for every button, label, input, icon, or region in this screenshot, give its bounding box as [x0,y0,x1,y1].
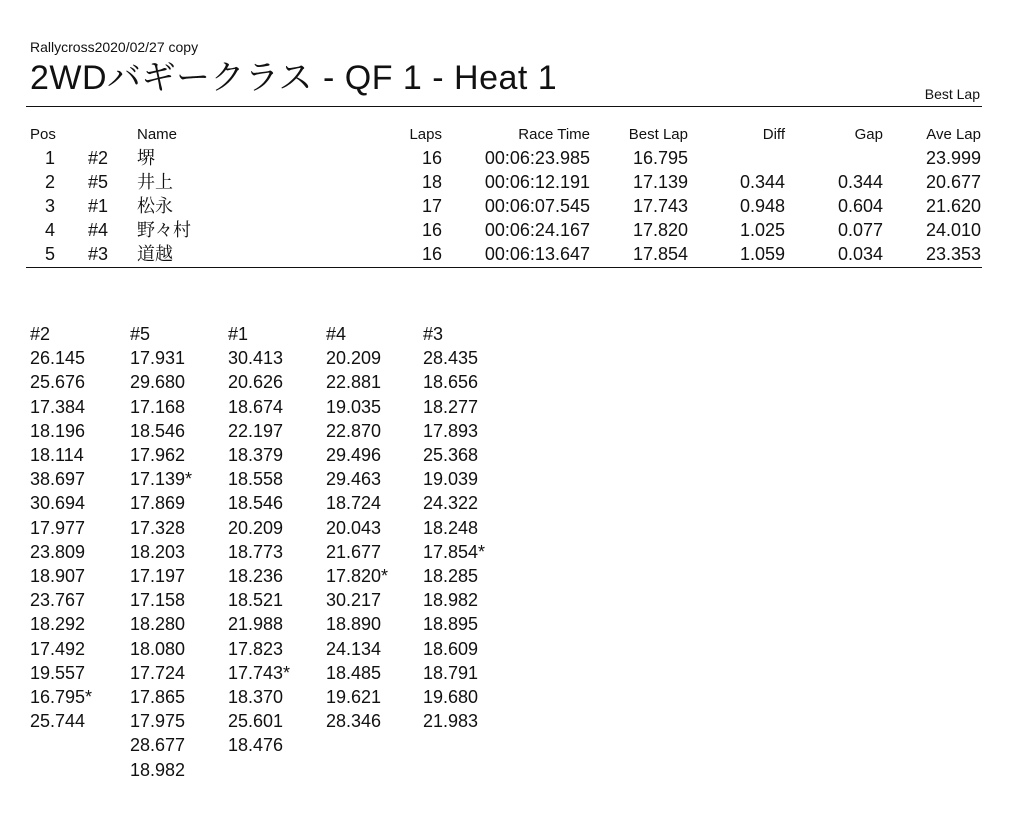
lap-column-car-number: #3 [423,324,444,344]
result-best-lap: 17.820 [632,220,688,240]
lap-time: 25.676 [30,372,86,393]
lap-time: 18.277 [423,396,479,417]
result-car-number: #3 [88,244,109,264]
lap-time: 17.384 [30,396,86,417]
lap-time: 18.080 [130,638,186,659]
lap-time: 18.292 [30,614,86,635]
lap-time: 17.931 [130,348,186,369]
lap-time: 23.767 [30,590,86,611]
lap-time: 18.656 [423,372,479,393]
lap-time: 19.557 [30,662,86,683]
result-laps: 16 [421,244,442,264]
result-laps: 18 [421,172,442,192]
lap-time: 30.413 [228,348,284,369]
lap-time: 21.983 [423,711,479,732]
lap-time: 25.601 [228,711,284,732]
lap-time: 17.328 [130,517,186,538]
result-pos: 5 [44,244,55,264]
lap-time: 38.697 [30,469,86,490]
lap-time: 17.977 [30,517,86,538]
result-race-time: 00:06:23.985 [484,148,590,168]
lap-time: 25.368 [423,445,479,466]
column-header-ave-lap: Ave Lap [926,126,981,143]
result-ave-lap: 20.677 [925,172,981,192]
results-table [0,0,1024,280]
lap-time: 19.621 [326,687,382,708]
result-pos: 2 [44,172,55,192]
lap-column-car-number: #5 [130,324,151,344]
lap-time: 16.795* [30,687,93,708]
result-best-lap: 16.795 [632,148,688,168]
lap-time: 21.988 [228,614,284,635]
lap-time: 18.370 [228,687,284,708]
result-ave-lap: 23.999 [925,148,981,168]
lap-time: 28.677 [130,735,186,756]
result-diff: 0.344 [739,172,785,192]
result-diff: 0.948 [739,196,785,216]
result-driver-name: 井上 [137,172,173,192]
result-ave-lap: 21.620 [925,196,981,216]
lap-time: 17.893 [423,420,479,441]
lap-time: 17.820* [326,566,389,587]
lap-time: 18.609 [423,638,479,659]
lap-time: 18.546 [130,420,186,441]
lap-time: 19.035 [326,396,382,417]
lap-time: 22.197 [228,420,284,441]
column-header-name: Name [137,126,178,143]
lap-time: 17.492 [30,638,86,659]
column-header-diff: Diff [762,126,785,143]
column-header-race-time: Race Time [518,126,590,143]
result-gap: 0.344 [837,172,883,192]
lap-time: 18.674 [228,396,284,417]
lap-time: 20.626 [228,372,284,393]
lap-time: 18.724 [326,493,382,514]
lap-time: 24.134 [326,638,382,659]
result-race-time: 00:06:13.647 [484,244,590,264]
lap-time: 17.962 [130,445,186,466]
result-race-time: 00:06:24.167 [484,220,590,240]
lap-column [326,322,388,733]
result-car-number: #4 [88,220,109,240]
lap-time: 18.285 [423,566,479,587]
lap-column [423,322,485,733]
result-ave-lap: 23.353 [925,244,981,264]
result-gap: 0.604 [837,196,883,216]
result-laps: 16 [421,220,442,240]
lap-time: 18.203 [130,541,186,562]
column-header-best-lap: Best Lap [628,126,688,143]
result-best-lap: 17.139 [632,172,688,192]
lap-time: 17.865 [130,687,186,708]
result-car-number: #2 [88,148,109,168]
lap-time: 19.039 [423,469,479,490]
lap-time: 17.168 [130,396,186,417]
lap-time: 18.895 [423,614,479,635]
result-gap: 0.034 [837,244,883,264]
lap-time: 24.322 [423,493,479,514]
lap-time: 18.485 [326,662,382,683]
lap-column [30,322,92,733]
lap-time: 17.158 [130,590,186,611]
lap-time: 20.043 [326,517,382,538]
lap-time: 18.890 [326,614,382,635]
lap-time: 20.209 [228,517,284,538]
result-diff: 1.025 [739,220,785,240]
result-diff: 1.059 [739,244,785,264]
lap-time: 20.209 [326,348,382,369]
result-best-lap: 17.854 [632,244,688,264]
lap-time: 18.280 [130,614,186,635]
result-race-time: 00:06:12.191 [484,172,590,192]
result-best-lap: 17.743 [632,196,688,216]
column-header-pos: Pos [30,126,56,143]
lap-time: 29.463 [326,469,382,490]
column-header-gap: Gap [854,126,883,143]
lap-time: 18.982 [423,590,479,611]
lap-time: 23.809 [30,541,86,562]
result-pos: 4 [44,220,55,240]
lap-column [228,322,290,758]
document-subtitle: Rallycross2020/02/27 copy [30,39,199,55]
result-driver-name: 松永 [137,196,173,216]
lap-time: 18.907 [30,566,86,587]
lap-time: 17.743* [228,662,291,683]
lap-time: 18.546 [228,493,284,514]
result-laps: 16 [421,148,442,168]
lap-time: 18.248 [423,517,479,538]
lap-time: 30.694 [30,493,86,514]
lap-time: 30.217 [326,590,382,611]
best-lap-caption: Best Lap [924,86,980,102]
lap-time: 28.346 [326,711,382,732]
lap-time: 17.975 [130,711,186,732]
lap-time: 22.881 [326,372,382,393]
lap-time: 17.869 [130,493,186,514]
result-car-number: #1 [88,196,109,216]
result-pos: 1 [44,148,55,168]
column-header-laps: Laps [409,126,442,143]
lap-time: 29.680 [130,372,186,393]
result-laps: 17 [421,196,442,216]
result-ave-lap: 24.010 [925,220,981,240]
result-driver-name: 道越 [137,244,173,264]
lap-time: 18.379 [228,445,284,466]
result-gap: 0.077 [837,220,883,240]
result-pos: 3 [44,196,55,216]
lap-time: 18.521 [228,590,284,611]
lap-time: 18.476 [228,735,284,756]
lap-column-car-number: #1 [228,324,249,344]
lap-time: 25.744 [30,711,86,732]
result-driver-name: 野々村 [137,220,191,240]
lap-time: 22.870 [326,420,382,441]
lap-time: 21.677 [326,541,382,562]
lap-time: 18.773 [228,541,284,562]
lap-time: 18.558 [228,469,284,490]
lap-time: 26.145 [30,348,86,369]
lap-column-car-number: #4 [326,324,347,344]
result-race-time: 00:06:07.545 [484,196,590,216]
lap-time: 28.435 [423,348,479,369]
lap-time: 17.197 [130,566,186,587]
lap-time: 17.823 [228,638,284,659]
document-title: 2WDバギークラス - QF 1 - Heat 1 [30,59,558,97]
lap-time: 18.114 [30,445,84,466]
lap-time: 19.680 [423,687,479,708]
result-car-number: #5 [88,172,109,192]
lap-column [130,322,192,782]
lap-time: 29.496 [326,445,382,466]
lap-time: 18.791 [423,662,479,683]
lap-time: 18.196 [30,420,86,441]
lap-time: 17.139* [130,469,193,490]
lap-time: 18.982 [130,759,186,780]
lap-time: 18.236 [228,566,284,587]
lap-time: 17.724 [130,662,186,683]
bottom-divider [26,267,982,268]
result-driver-name: 堺 [137,148,155,168]
lap-column-car-number: #2 [30,324,51,344]
lap-time: 17.854* [423,541,486,562]
